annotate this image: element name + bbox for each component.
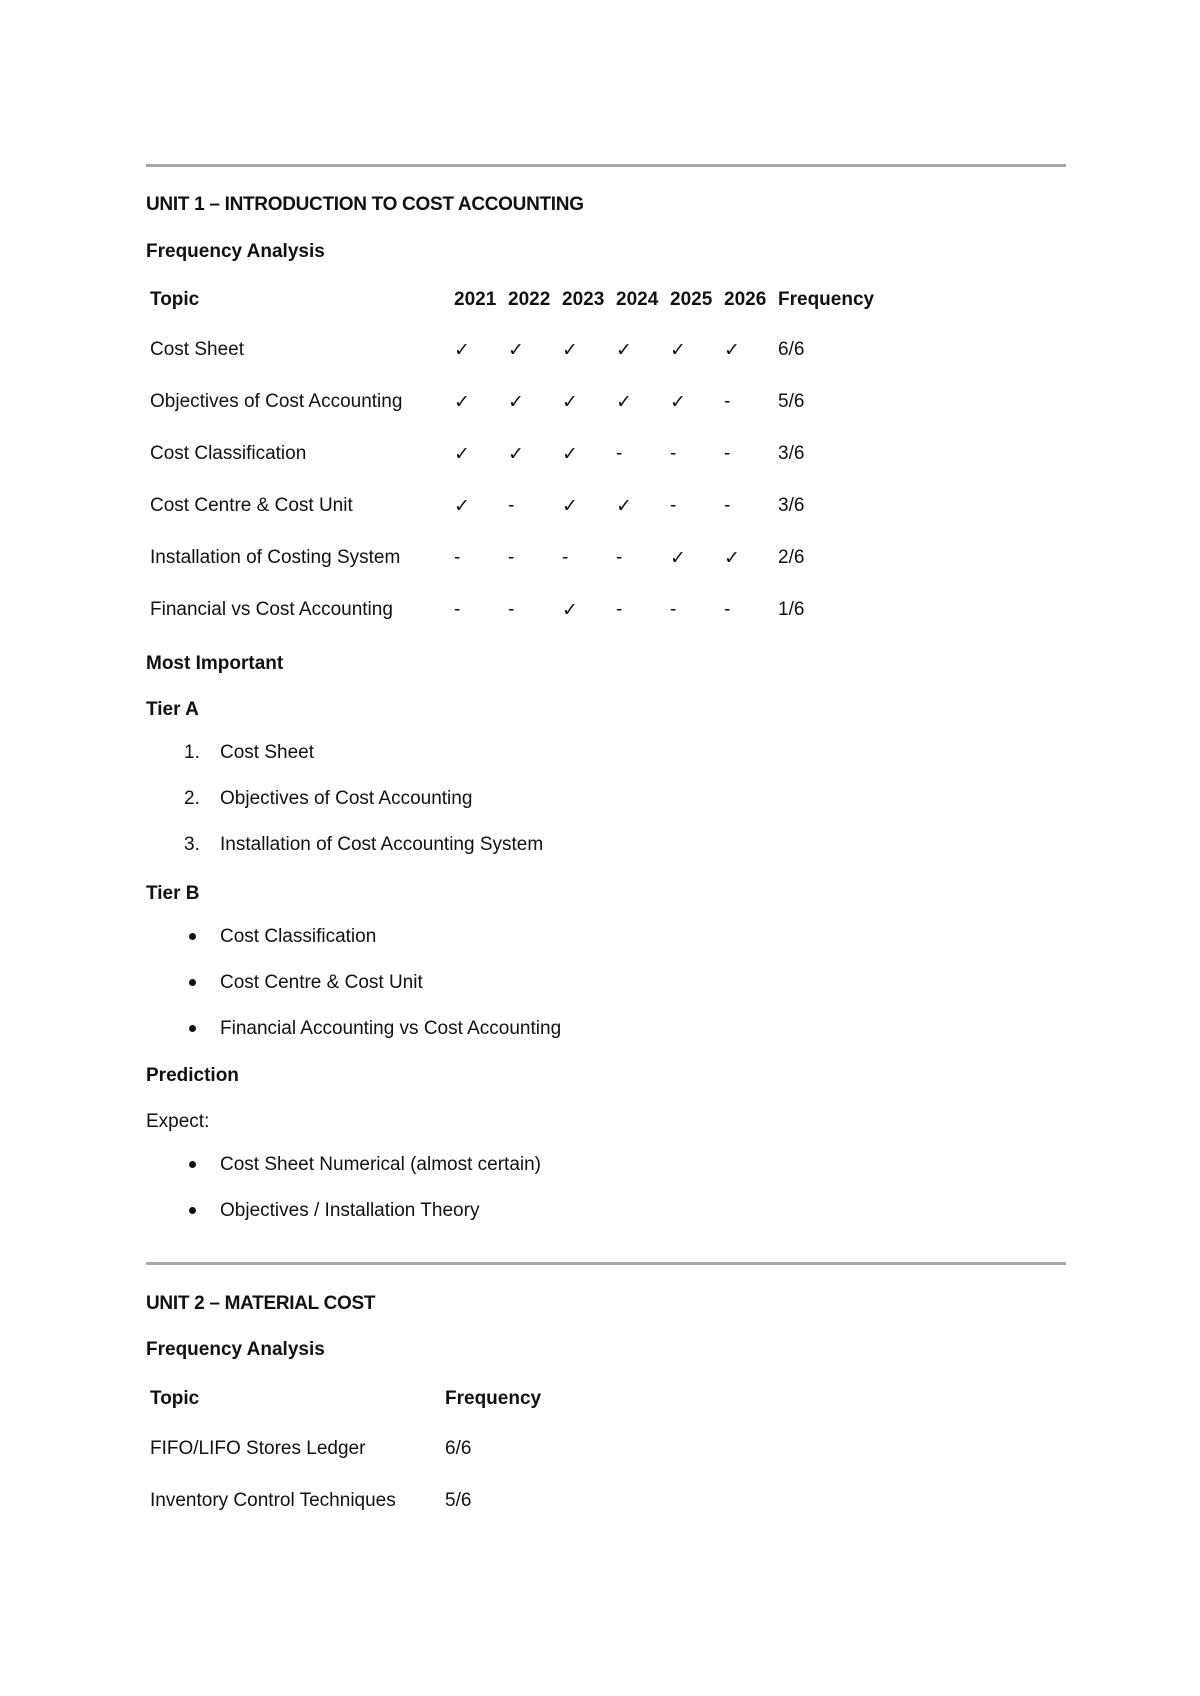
frequency-cell: 1/6: [778, 599, 805, 620]
frequency-cell: 6/6: [778, 339, 805, 360]
year-cell: ✓: [508, 443, 524, 465]
col-header-topic: Topic: [150, 289, 200, 310]
unit2-frequency-heading: Frequency Analysis: [146, 1339, 325, 1360]
year-cell: ✓: [454, 495, 470, 517]
topic-cell: Cost Centre & Cost Unit: [150, 495, 353, 516]
topic-cell: Objectives of Cost Accounting: [150, 391, 403, 412]
most-important-heading: Most Important: [146, 653, 284, 674]
frequency-cell: 2/6: [778, 547, 805, 568]
tier-a-heading: Tier A: [146, 699, 199, 720]
tier-b-list: [146, 914, 561, 1052]
year-cell: ✓: [670, 391, 686, 413]
unit2-frequency-table: [146, 1375, 545, 1527]
table-row: [146, 376, 892, 428]
tier-b-heading: Tier B: [146, 883, 200, 904]
year-cell: -: [670, 443, 677, 464]
topic-cell: Cost Classification: [150, 443, 307, 464]
col-header-2022: 2022: [508, 289, 551, 310]
col-header-2023: 2023: [562, 289, 605, 310]
section-divider: [146, 1262, 1066, 1265]
topic-cell: Cost Sheet: [150, 339, 244, 360]
frequency-cell: 5/6: [778, 391, 805, 412]
year-cell: ✓: [508, 339, 524, 361]
year-cell: ✓: [562, 495, 578, 517]
year-cell: -: [724, 443, 731, 464]
table-row: [146, 1475, 545, 1527]
year-cell: ✓: [616, 391, 632, 413]
list-item: Cost Sheet Numerical (almost certain): [146, 1142, 541, 1188]
year-cell: -: [724, 495, 731, 516]
col-header-2021: 2021: [454, 289, 497, 310]
year-cell: ✓: [616, 339, 632, 361]
table-row: [146, 532, 892, 584]
topic-cell: Installation of Costing System: [150, 547, 401, 568]
year-cell: ✓: [562, 443, 578, 465]
year-cell: ✓: [562, 599, 578, 621]
list-item: 1. Cost Sheet: [184, 742, 314, 763]
unit1-title: UNIT 1 – INTRODUCTION TO COST ACCOUNTING: [146, 194, 584, 215]
year-cell: -: [616, 547, 623, 568]
prediction-list: [146, 1142, 541, 1234]
col-header-topic: Topic: [150, 1388, 200, 1409]
bullet-icon: [189, 979, 196, 986]
section-divider: [146, 164, 1066, 167]
col-header-2025: 2025: [670, 289, 713, 310]
table-row: [146, 324, 892, 376]
year-cell: ✓: [724, 339, 740, 361]
year-cell: ✓: [454, 443, 470, 465]
year-cell: -: [670, 599, 677, 620]
year-cell: ✓: [670, 547, 686, 569]
frequency-cell: 3/6: [778, 495, 805, 516]
year-cell: -: [616, 599, 623, 620]
list-item: Cost Classification: [146, 914, 561, 960]
topic-cell: FIFO/LIFO Stores Ledger: [150, 1438, 366, 1459]
list-item: Objectives / Installation Theory: [146, 1188, 541, 1234]
year-cell: -: [508, 547, 515, 568]
year-cell: -: [508, 495, 515, 516]
bullet-icon: [189, 1207, 196, 1214]
list-item: Cost Centre & Cost Unit: [146, 960, 561, 1006]
year-cell: -: [616, 443, 623, 464]
year-cell: -: [454, 599, 461, 620]
year-cell: ✓: [670, 339, 686, 361]
year-cell: -: [562, 547, 569, 568]
bullet-icon: [189, 933, 196, 940]
frequency-cell: 6/6: [445, 1438, 472, 1459]
year-cell: -: [454, 547, 461, 568]
prediction-heading: Prediction: [146, 1065, 239, 1086]
year-cell: ✓: [508, 391, 524, 413]
year-cell: -: [724, 599, 731, 620]
frequency-cell: 5/6: [445, 1490, 472, 1511]
year-cell: ✓: [724, 547, 740, 569]
list-item: Financial Accounting vs Cost Accounting: [146, 1006, 561, 1052]
year-cell: -: [670, 495, 677, 516]
frequency-cell: 3/6: [778, 443, 805, 464]
table-header-row: [146, 1375, 545, 1423]
col-header-frequency: Frequency: [778, 289, 875, 310]
bullet-icon: [189, 1025, 196, 1032]
table-row: [146, 428, 892, 480]
col-header-frequency: Frequency: [445, 1388, 542, 1409]
year-cell: ✓: [454, 391, 470, 413]
year-cell: ✓: [562, 391, 578, 413]
col-header-2024: 2024: [616, 289, 659, 310]
year-cell: ✓: [616, 495, 632, 517]
year-cell: -: [508, 599, 515, 620]
table-header-row: [146, 276, 892, 324]
list-item: 3. Installation of Cost Accounting System: [184, 834, 544, 855]
list-item: 2. Objectives of Cost Accounting: [184, 788, 473, 809]
table-row: [146, 1423, 545, 1475]
year-cell: ✓: [454, 339, 470, 361]
year-cell: -: [724, 391, 731, 412]
unit1-frequency-heading: Frequency Analysis: [146, 241, 325, 262]
table-row: [146, 584, 892, 636]
unit1-frequency-table: [146, 276, 892, 636]
col-header-2026: 2026: [724, 289, 767, 310]
bullet-icon: [189, 1161, 196, 1168]
topic-cell: Financial vs Cost Accounting: [150, 599, 393, 620]
year-cell: ✓: [562, 339, 578, 361]
tier-a-list: [146, 730, 543, 868]
unit2-title: UNIT 2 – MATERIAL COST: [146, 1293, 376, 1314]
table-row: [146, 480, 892, 532]
expect-label: Expect:: [146, 1111, 210, 1132]
topic-cell: Inventory Control Techniques: [150, 1490, 396, 1511]
